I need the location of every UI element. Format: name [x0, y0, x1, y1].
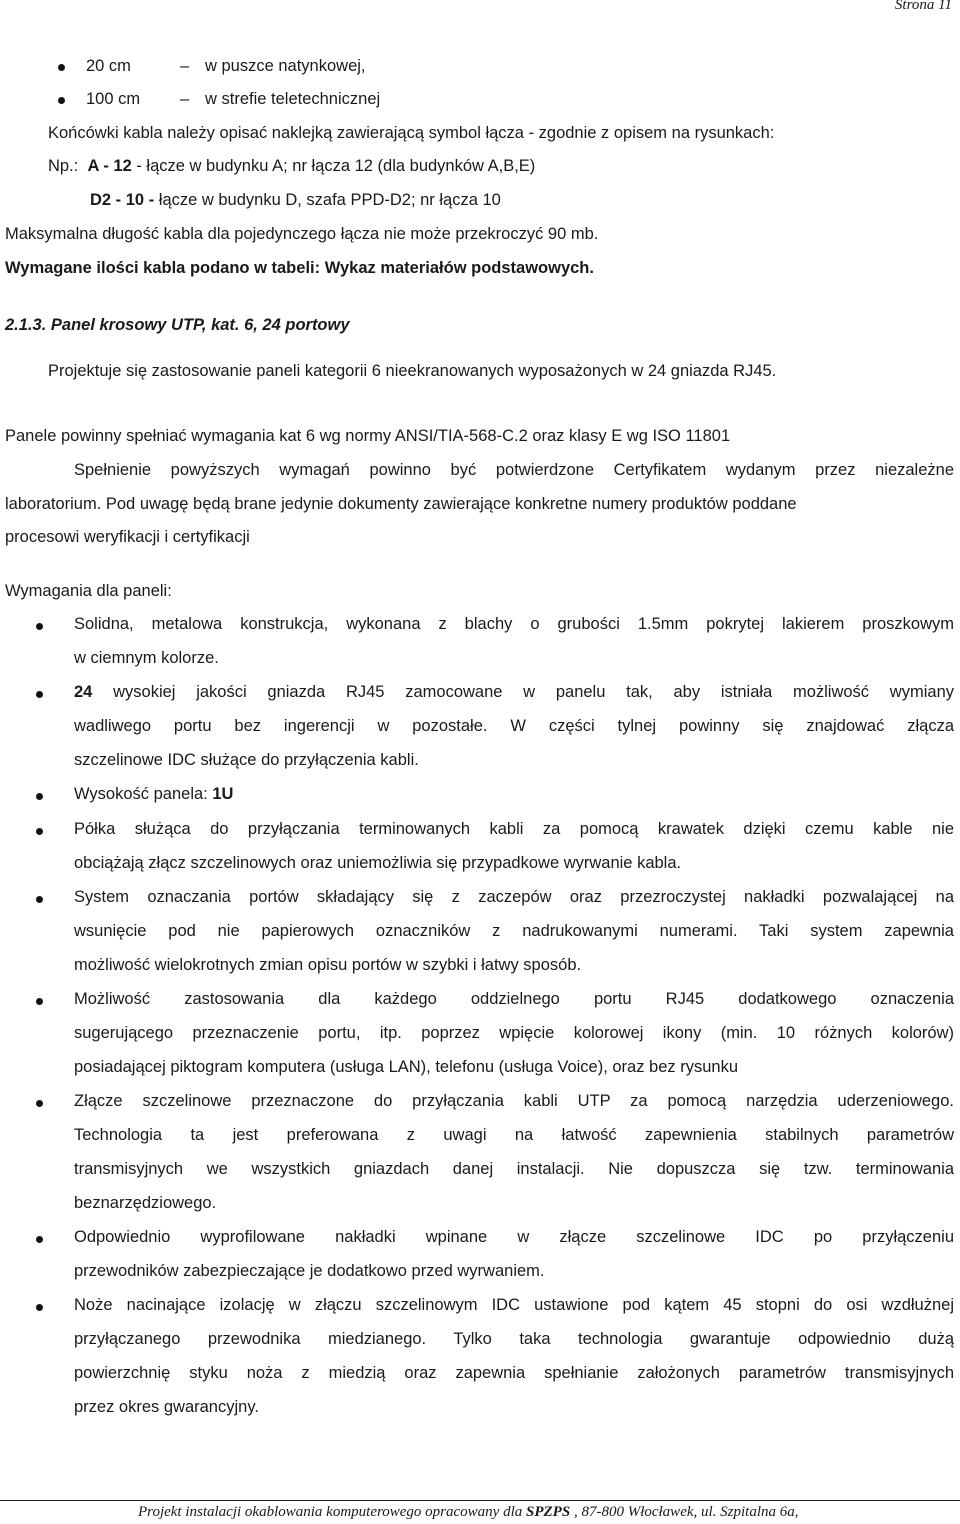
section-paragraph-1: Projektuje się zastosowanie paneli kategorii 6 nieekranowanych wyposażonych w 24 gniazda RJ45. — [48, 362, 777, 380]
requirement-text: Wysokość panela: 1U — [74, 785, 234, 803]
example-line-2: D2 - 10 - łącze w budynku D, szafa PPD-D2; nr łącza 10 — [90, 191, 501, 209]
length-item: 100 cm — [86, 90, 141, 108]
bullet-icon — [36, 691, 43, 698]
page-footer: Projekt instalacji okablowania komputerowego opracowany dla SPZPS , 87-800 Włocławek, ul. Szpitalna 6a, — [138, 1504, 799, 1520]
example-line-1: Np.: A - 12 - łącze w budynku A; nr łącza 12 (dla budynków A,B,E) — [48, 157, 536, 175]
section-paragraph-2: Panele powinny spełniać wymagania kat 6 wg normy ANSI/TIA-568-C.2 oraz klasy E wg ISO 11801 — [5, 427, 731, 445]
requirement-text: szczelinowe IDC służące do przyłączenia kabli. — [74, 751, 419, 769]
requirement-text: obciążają złącz szczelinowych oraz uniemożliwia się przypadkowe wyrwanie kabla. — [74, 854, 682, 872]
requirement-text: w ciemnym kolorze. — [74, 649, 219, 667]
requirement-text: przewodników zabezpieczające je dodatkowo przed wyrwaniem. — [74, 1262, 545, 1280]
length-dash: – — [180, 90, 190, 108]
requirement-text: posiadającej piktogram komputera (usługa LAN), telefonu (usługa Voice), oraz bez rysunku — [74, 1058, 739, 1076]
requirement-text: wadliwego portu bez ingerencji w pozostałe. W części tylnej powinny się znajdować złącza — [74, 717, 954, 735]
bullet-icon — [36, 1236, 43, 1243]
requirement-text: Złącze szczelinowe przeznaczone do przyłączania kabli UTP za pomocą narzędzia uderzeniowego. — [74, 1092, 954, 1110]
required-quantities-text: Wymagane ilości kabla podano w tabeli: Wykaz materiałów podstawowych. — [5, 259, 594, 277]
length-dash: – — [180, 57, 190, 75]
requirement-text: Technologia ta jest preferowana z uwagi na łatwość zapewnienia stabilnych parametrów — [74, 1126, 954, 1144]
requirement-text: powierzchnię styku noża z miedzią oraz zapewnia spełnianie założonych parametrów transmisyjnych — [74, 1364, 954, 1382]
requirement-text: przez okres gwarancyjny. — [74, 1398, 259, 1416]
requirement-text: Solidna, metalowa konstrukcja, wykonana z blachy o grubości 1.5mm pokrytej lakierem proszkowym — [74, 615, 954, 633]
requirement-text: sugerującego przeznaczenie portu, itp. poprzez wpięcie kolorowej ikony (min. 10 różnych kolorów) — [74, 1024, 954, 1042]
cable-ends-text: Końcówki kabla należy opisać naklejką zawierającą symbol łącza - zgodnie z opisem na rysunkach: — [48, 124, 775, 142]
footer-divider — [0, 1500, 960, 1501]
requirement-text: transmisyjnych we wszystkich gniazdach danej instalacji. Nie dopuszcza się tzw. terminowania — [74, 1160, 954, 1178]
section-heading: 2.1.3. Panel krosowy UTP, kat. 6, 24 portowy — [5, 316, 350, 334]
bullet-icon — [36, 793, 43, 800]
requirement-text: beznarzędziowego. — [74, 1194, 217, 1212]
requirement-text: System oznaczania portów składający się z zaczepów oraz przezroczystej nakładki pozwalającej na — [74, 888, 954, 906]
requirement-text: Odpowiednio wyprofilowane nakładki wpinane w złącze szczelinowe IDC po przyłączeniu — [74, 1228, 954, 1246]
length-item: 20 cm — [86, 57, 131, 75]
requirement-text: Noże nacinające izolację w złączu szczelinowym IDC ustawione pod kątem 45 stopni do osi wzdłużnej — [74, 1296, 954, 1314]
max-length-text: Maksymalna długość kabla dla pojedynczego łącza nie może przekroczyć 90 mb. — [5, 225, 599, 243]
requirement-text: Możliwość zastosowania dla każdego oddzielnego portu RJ45 dodatkowego oznaczenia — [74, 990, 954, 1008]
bullet-icon — [58, 97, 65, 104]
certificate-line-3: procesowi weryfikacji i certyfikacji — [5, 528, 250, 546]
bullet-icon — [36, 623, 43, 630]
certificate-line-2: laboratorium. Pod uwagę będą brane jedynie dokumenty zawierające konkretne numery produktów poddane — [5, 495, 797, 513]
bullet-icon — [58, 64, 65, 71]
length-place: w puszce natynkowej, — [205, 57, 366, 75]
page-number: Strona 11 — [894, 0, 952, 13]
bullet-icon — [36, 1304, 43, 1311]
requirement-text: Półka służąca do przyłączania terminowanych kabli za pomocą krawatek dzięki czemu kable nie — [74, 820, 954, 838]
bullet-icon — [36, 1100, 43, 1107]
requirement-text: możliwość wielokrotnych zmian opisu portów w szybki i łatwy sposób. — [74, 956, 582, 974]
requirement-text: 24 wysokiej jakości gniazda RJ45 zamocowane w panelu tak, aby istniała możliwość wymiany — [74, 683, 954, 701]
requirement-text: przyłączanego przewodnika miedzianego. Tylko taka technologia gwarantuje odpowiednio dużą — [74, 1330, 954, 1348]
requirements-heading: Wymagania dla paneli: — [5, 582, 172, 600]
certificate-line-1: Spełnienie powyższych wymagań powinno być potwierdzone Certyfikatem wydanym przez niezależne — [74, 461, 954, 479]
requirement-text: wsunięcie pod nie papierowych oznaczników z nadrukowanymi numerami. Taki system zapewnia — [74, 922, 954, 940]
length-place: w strefie teletechnicznej — [205, 90, 381, 108]
bullet-icon — [36, 998, 43, 1005]
bullet-icon — [36, 896, 43, 903]
bullet-icon — [36, 828, 43, 835]
